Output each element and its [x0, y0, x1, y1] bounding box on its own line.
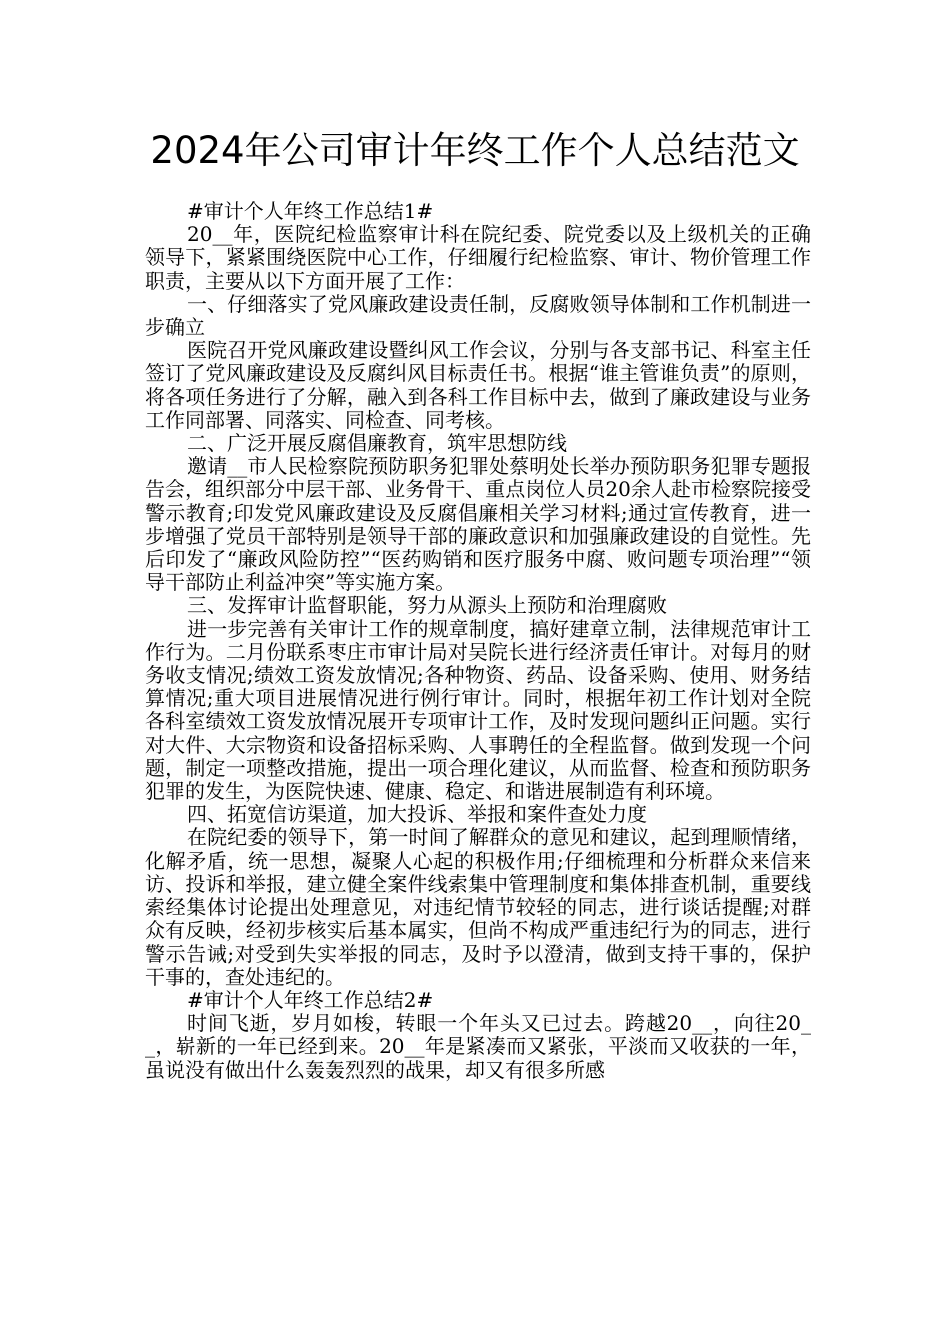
subheading: 一、仔细落实了党风廉政建设责任制，反腐败领导体制和工作机制进一步确立 — [145, 291, 811, 340]
section-heading: #审计个人年终工作总结1# — [187, 199, 434, 223]
body-paragraph: 进一步完善有关审计工作的规章制度，搞好建章立制，法律规范审计工作行为。二月份联系枣庄市审计局对吴院长进行经济责任审计。对每月的财务收支情况;绩效工资发放情况;各种物资、药品、设备采购、使用、财务结算情况;重大项目进展情况进行例行审计。同时，根据年初工作计划对全院各科室绩效工资发放情况展开专项审计工作，及时发现问题纠正问题。实行对大件、大宗物资和设备招标采购、人事聘任的全程监督。做到发现一个问题，制定一项整改措施，提出一项合理化建议，从而监督、检查和预防职务犯罪的发生，为医院快速、健康、稳定、和谐进展制造有利环境。 — [145, 616, 811, 804]
subheading: 四、拓宽信访渠道，加大投诉、举报和案件查处力度 — [187, 802, 647, 827]
document-title: 2024年公司审计年终工作个人总结范文 — [150, 129, 800, 172]
body-paragraph: 时间飞逝，岁月如梭，转眼一个年头又已过去。跨越20__，向往20__，崭新的一年已经到来。20__年是紧凑而又紧张，平淡而又收获的一年，虽说没有做出什么轰轰烈烈的战果，却又有很多所感 — [145, 1011, 811, 1082]
body-paragraph: 邀请__市人民检察院预防职务犯罪处蔡明处长举办预防职务犯罪专题报告会，组织部分中层干部、业务骨干、重点岗位人员20余人赴市检察院接受警示教育;印发党风廉政建设及反腐倡廉相关学习材料;通过宣传教育，进一步增强了党员干部特别是领导干部的廉政意识和加强廉政建设的自觉性。先后印发了“廉政风险防控”“医药购销和医疗服务中腐、败问题专项治理”“领导干部防止利益冲突”等实施方案。 — [145, 454, 811, 595]
section-heading: #审计个人年终工作总结2# — [187, 987, 434, 1012]
document-body — [145, 200, 811, 1082]
body-paragraph: 医院召开党风廉政建设暨纠风工作会议，分别与各支部书记、科室主任签订了党风廉政建设及反腐纠风目标责任书。根据“谁主管谁负责”的原则，将各项任务进行了分解，融入到各科工作目标中去，做到了廉政建设与业务工作同部署、同落实、同检查、同考核。 — [145, 338, 811, 432]
body-paragraph: 20__年，医院纪检监察审计科在院纪委、院党委以及上级机关的正确领导下，紧紧围绕医院中心工作，仔细履行纪检监察、审计、物价管理工作职责，主要从以下方面开展了工作： — [145, 222, 811, 293]
body-paragraph: 在院纪委的领导下，第一时间了解群众的意见和建议，起到理顺情绪，化解矛盾，统一思想，凝聚人心起的积极作用;仔细梳理和分析群众来信来访、投诉和举报，建立健全案件线索集中管理制度和集体排查机制，重要线索经集体讨论提出处理意见，对违纪情节较轻的同志，进行谈话提醒;对群众有反映，经初步核实后基本属实，但尚不构成严重违纪行为的同志，进行警示告诫;对受到失实举报的同志，及时予以澄清，做到支持干事的，保护干事的，查处违纪的。 — [145, 825, 811, 989]
subheading: 二、广泛开展反腐倡廉教育，筑牢思想防线 — [187, 431, 567, 456]
subheading: 三、发挥审计监督职能，努力从源头上预防和治理腐败 — [187, 593, 667, 618]
